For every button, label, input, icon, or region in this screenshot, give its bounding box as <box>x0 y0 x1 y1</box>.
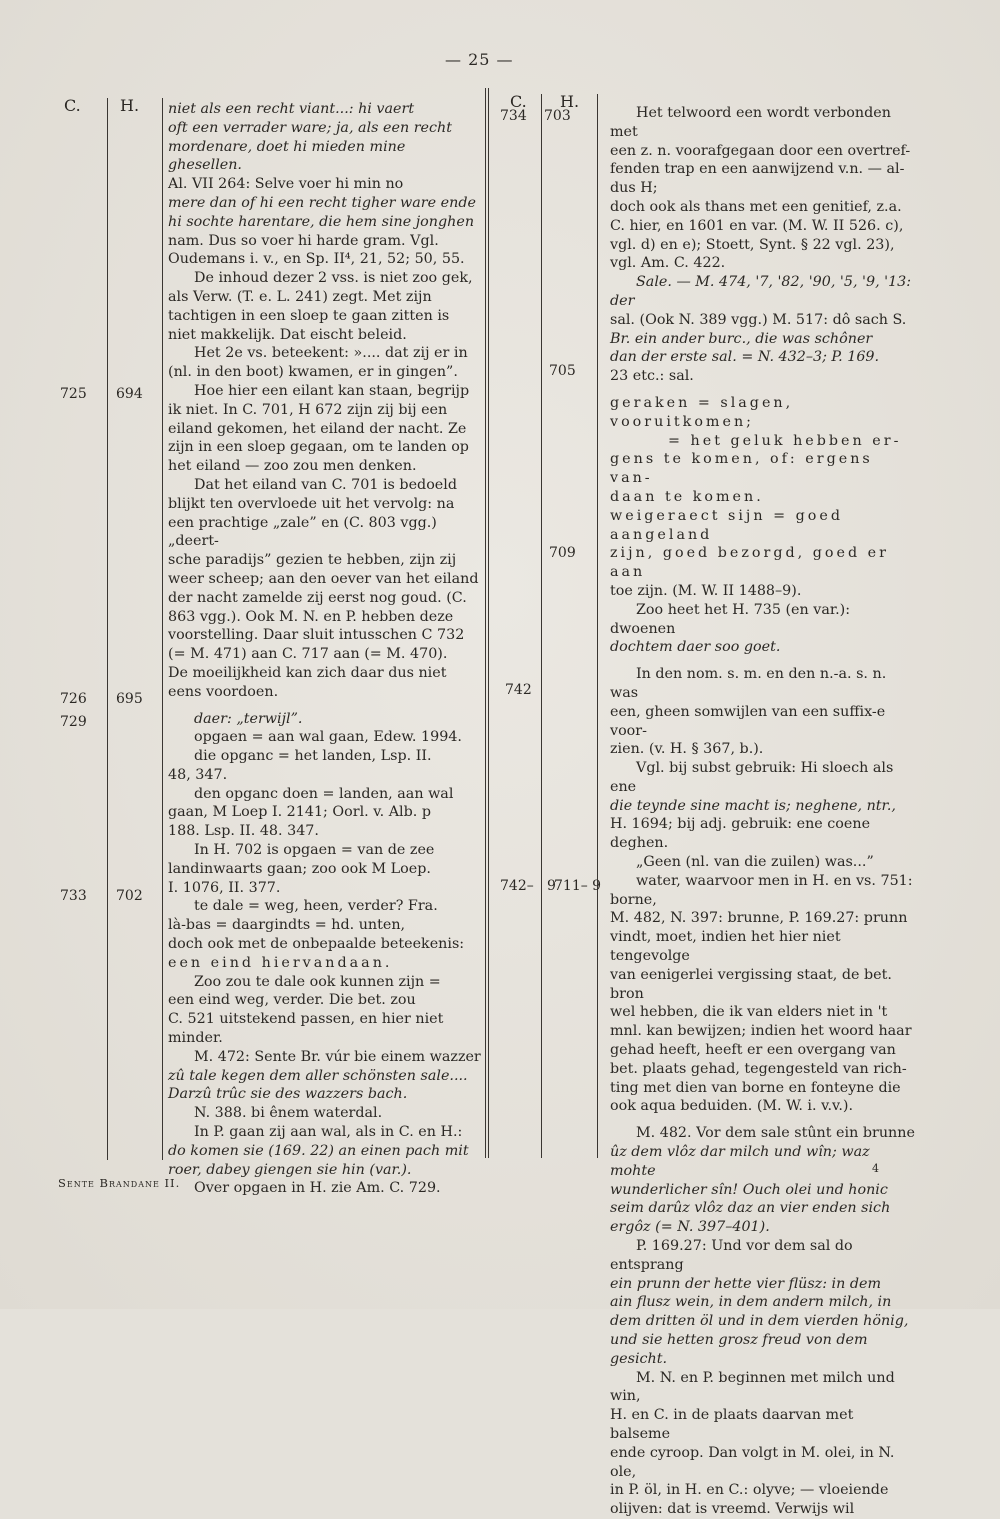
verse-c-734: 734 <box>500 108 527 124</box>
text-line: gehad heeft, heeft er een overgang van <box>610 1042 896 1059</box>
verse-h-702: 702 <box>116 888 143 904</box>
text-line: mnl. kan bewijzen; indien het woord haar <box>610 1023 912 1040</box>
verse-c-726: 726 <box>60 691 87 707</box>
text-line: hi sochte harentare, die hem sine jonghen <box>168 213 475 230</box>
right-rule-h <box>597 94 598 1158</box>
text-line: mere dan of hi een recht tigher ware ende <box>168 194 476 211</box>
text-line: De inhoud dezer 2 vss. is niet zoo gek, <box>194 270 473 287</box>
text-line: die opganc = het landen, Lsp. II. <box>194 748 432 765</box>
text-line: dochtem daer soo goet. <box>610 639 781 656</box>
text-line: water, waarvoor men in H. en vs. 751: borne, <box>610 872 913 908</box>
text-line: zijn in een sloep gegaan, om te landen op <box>168 439 469 456</box>
text-line: daer: „terwijl”. <box>194 710 303 727</box>
verse-h-695: 695 <box>116 691 143 707</box>
verse-h-711-9: 711– 9 <box>554 878 602 894</box>
page-number: — 25 — <box>445 50 514 69</box>
right-header-h: H. <box>560 92 580 111</box>
right-header-c: C. <box>510 92 527 111</box>
text-line: dus H; <box>610 180 658 197</box>
text-line: Darzû trûc sie des wazzers bach. <box>168 1086 408 1103</box>
signature-number: 4 <box>872 1162 879 1175</box>
text-line: als Verw. (T. e. L. 241) zegt. Met zijn <box>168 288 432 305</box>
text-line: 23 etc.: sal. <box>610 368 694 385</box>
text-line: blijkt ten overvloede uit het vervolg: na <box>168 495 455 512</box>
verse-c-725: 725 <box>60 386 87 402</box>
text-line: mordenare, doet hi mieden mine ghesellen. <box>168 138 406 174</box>
text-line: weigeraect sijn = goed aangeland <box>610 507 843 543</box>
left-commentary-column <box>168 100 483 1198</box>
text-line: 48, 347. <box>168 766 228 783</box>
text-line: van eenigerlei vergissing staat, de bet. bron <box>610 966 892 1002</box>
text-line: Sale. — M. 474, '7, '82, '90, '5, '9, '13: der <box>610 274 912 309</box>
text-line: M. 472: Sente Br. vúr bie einem wazzer <box>194 1048 481 1065</box>
text-line: M. 482. Vor dem sale stûnt ein brunne <box>636 1125 915 1142</box>
text-line: do komen sie (169. 22) an einen pach mit <box>168 1142 469 1159</box>
text-line: ain flusz wein, in dem andern milch, in <box>610 1294 892 1311</box>
text-line: Zoo zou te dale ook kunnen zijn = <box>194 973 441 990</box>
text-line: P. 169.27: Und vor dem sal do entsprang <box>610 1238 853 1273</box>
text-line: ergôz (= N. 397–401). <box>610 1219 770 1236</box>
text-line: I. 1076, II. 377. <box>168 879 281 896</box>
text-line: te dale = weg, heen, verder? Fra. <box>194 898 438 915</box>
text-line: 188. Lsp. II. 48. 347. <box>168 823 319 840</box>
text-line: niet makkelijk. Dat eischt beleid. <box>168 326 407 343</box>
text-line: wunderlicher sîn! Ouch olei und honic <box>610 1181 888 1198</box>
text-line: der nacht zamelde zij eerst nog goud. (C. <box>168 589 467 606</box>
verse-c-733: 733 <box>60 888 87 904</box>
text-line: C. hier, en 1601 en var. (M. W. II 526. c), <box>610 217 904 234</box>
verse-c-729: 729 <box>60 714 87 730</box>
verse-h-694: 694 <box>116 386 143 402</box>
text-line: sal. (Ook N. 389 vgg.) M. 517: dô sach S. <box>610 311 907 328</box>
text-line: daan te komen. <box>610 488 764 505</box>
text-line: In H. 702 is opgaen = van de zee <box>194 842 435 859</box>
text-line: zijn, goed bezorgd, goed er aan <box>610 545 889 581</box>
text-line: eiland gekomen, het eiland der nacht. Ze <box>168 420 467 437</box>
text-line: een prachtige „zale” en (C. 803 vgg.) „deert- <box>168 514 437 550</box>
text-line: doch ook als thans met een genitief, z.a. <box>610 198 902 215</box>
text-line: In den nom. s. m. en den n.-a. s. n. was <box>610 666 887 701</box>
left-header-h: H. <box>120 96 140 115</box>
text-line: Dat het eiland van C. 701 is bedoeld <box>194 476 457 493</box>
text-line: Br. ein ander burc., die was schôner <box>610 330 873 347</box>
text-line: landinwaarts gaan; zoo ook M Loep. <box>168 860 431 877</box>
text-line: „Geen (nl. van die zuilen) was...” <box>636 854 874 871</box>
text-line: (nl. in den boot) kwamen, er in gingen”. <box>168 364 458 381</box>
text-line: ting met dien van borne en fonteyne die <box>610 1079 901 1096</box>
left-rule-h <box>162 98 163 1160</box>
text-line: In P. gaan zij aan wal, als in C. en H.: <box>194 1124 463 1141</box>
text-line: een eind hiervandaan. <box>168 954 393 971</box>
text-line: M. N. en P. beginnen met milch und win, <box>610 1369 895 1405</box>
verse-h-703: 703 <box>544 108 571 124</box>
text-line: roer, dabey giengen sie hin (var.). <box>168 1161 412 1178</box>
text-line: C. 521 uitstekend passen, en hier niet minder. <box>168 1011 444 1047</box>
text-line: den opganc doen = landen, aan wal <box>194 785 454 802</box>
text-line: niet als een recht viant...: hi vaert <box>168 101 415 117</box>
text-line: seim darûz vlôz daz an vier enden sich <box>610 1200 891 1217</box>
text-line: olijven: dat is vreemd. Verwijs wil <box>610 1501 855 1518</box>
text-line: geraken = slagen, vooruitkomen; <box>610 394 794 430</box>
text-line: wel hebben, die ik van elders niet in 't <box>610 1004 888 1021</box>
text-line: vgl. Am. C. 422. <box>610 255 726 272</box>
text-line: in P. öl, in H. en C.: olyve; — vloeiende <box>610 1482 889 1499</box>
text-line: ik niet. In C. 701, H 672 zijn zij bij een <box>168 401 448 418</box>
text-line: ook aqua beduiden. (M. W. i. v.v.). <box>610 1098 854 1115</box>
text-line: M. 482, N. 397: brunne, P. 169.27: prunn <box>610 910 908 927</box>
text-line: = het geluk hebben er- <box>668 432 902 449</box>
running-footer: Sente Brandane II. <box>58 1176 181 1190</box>
text-line: N. 388. bi ênem waterdal. <box>194 1105 383 1122</box>
text-line: een, gheen somwijlen van een suffix-e voor- <box>610 703 886 739</box>
verse-h-709: 709 <box>549 545 576 561</box>
center-rule-a <box>485 88 486 1158</box>
text-line: H. 1694; bij adj. gebruik: ene coene deghen. <box>610 816 871 852</box>
verse-c-742: 742 <box>505 682 532 698</box>
left-rule-c <box>107 98 108 1160</box>
right-rule-c <box>541 94 542 1158</box>
verse-c-9: 9 <box>547 878 556 894</box>
text-line: Al. VII 264: Selve voer hi min no <box>168 176 404 193</box>
text-line: nam. Dus so voer hi harde gram. Vgl. <box>168 232 439 249</box>
text-line: weer scheep; aan den oever van het eiland <box>168 570 479 587</box>
text-line: Oudemans i. v., en Sp. II⁴, 21, 52; 50, 55. <box>168 251 465 268</box>
text-line: ûz dem vlôz dar milch und wîn; waz mohte <box>610 1144 870 1179</box>
text-line: bet. plaats gehad, tegengesteld van rich- <box>610 1060 907 1077</box>
text-line: Het 2e vs. beteekent: ».... dat zij er in <box>194 345 468 362</box>
text-line: fenden trap en een aanwijzend v.n. — al- <box>610 161 905 178</box>
text-line: zû tale kegen dem aller schönsten sale.... <box>168 1067 468 1084</box>
right-commentary-column <box>610 104 915 1519</box>
text-line: De moeilijkheid kan zich daar dus niet <box>168 664 447 681</box>
text-line: dan der erste sal. = N. 432–3; P. 169. <box>610 349 880 366</box>
text-line: und sie hetten grosz freud von dem gesicht. <box>610 1332 868 1367</box>
text-line: (= M. 471) aan C. 717 aan (= M. 470). <box>168 646 448 663</box>
text-line: gaan, M Loep I. 2141; Oorl. v. Alb. p <box>168 804 432 821</box>
text-line: gens te komen, of: ergens van- <box>610 451 873 487</box>
verse-h-705: 705 <box>549 363 576 379</box>
text-line: eens voordoen. <box>168 683 279 700</box>
text-line: een z. n. voorafgegaan door een overtref- <box>610 142 911 159</box>
text-line: een eind weg, verder. Die bet. zou <box>168 992 416 1009</box>
text-line: tachtigen in een sloep te gaan zitten is <box>168 307 450 324</box>
text-line: Hoe hier een eilant kan staan, begrijp <box>194 382 470 399</box>
text-line: Het telwoord een wordt verbonden met <box>610 105 891 140</box>
text-line: het eiland — zoo zou men denken. <box>168 458 417 475</box>
text-line: voorstelling. Daar sluit intusschen C 732 <box>168 627 465 644</box>
text-line: sche paradijs” gezien te hebben, zijn zij <box>168 552 457 569</box>
text-line: Zoo heet het H. 735 (en var.): dwoenen <box>610 601 851 637</box>
text-line: ende cyroop. Dan volgt in M. olei, in N. ole, <box>610 1444 895 1480</box>
text-line: Over opgaen in H. zie Am. C. 729. <box>194 1180 441 1197</box>
text-line: ein prunn der hette vier flüsz: in dem <box>610 1275 882 1292</box>
center-rule-b <box>488 88 489 1158</box>
text-line: vgl. d) en e); Stoett, Synt. § 22 vgl. 23), <box>610 236 895 253</box>
text-line: Vgl. bij subst gebruik: Hi sloech als ene <box>610 760 894 795</box>
text-line: 863 vgg.). Ook M. N. en P. hebben deze <box>168 608 454 625</box>
text-line: die teynde sine macht is; neghene, ntr., <box>610 797 896 814</box>
verse-c-742-range: 742– <box>500 878 534 894</box>
text-line: doch ook met de onbepaalde beteekenis: <box>168 936 465 953</box>
text-line: toe zijn. (M. W. II 1488–9). <box>610 582 802 599</box>
text-line: dem dritten öl und in dem vierden hönig, <box>610 1313 909 1330</box>
text-line: zien. (v. H. § 367, b.). <box>610 741 764 758</box>
text-line: vindt, moet, indien het hier niet tengevolge <box>610 929 841 965</box>
left-header-c: C. <box>64 96 81 115</box>
text-line: H. en C. in de plaats daarvan met balseme <box>610 1407 854 1442</box>
text-line: opgaen = aan wal gaan, Edew. 1994. <box>194 729 462 746</box>
text-line: là-bas = daargindts = hd. unten, <box>168 917 406 934</box>
text-line: oft een verrader ware; ja, als een recht <box>168 119 452 136</box>
